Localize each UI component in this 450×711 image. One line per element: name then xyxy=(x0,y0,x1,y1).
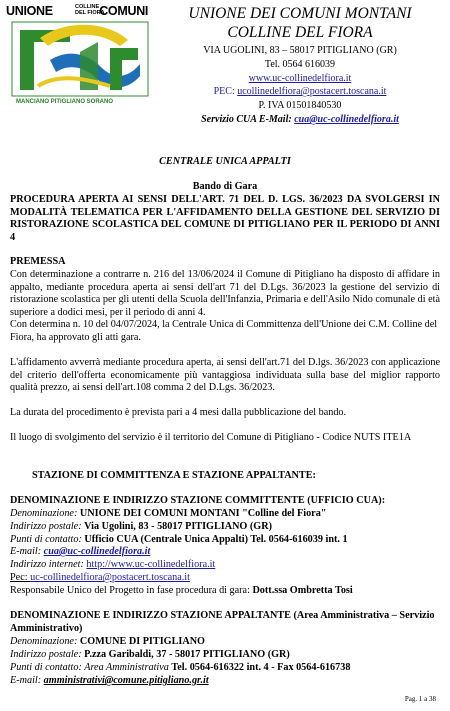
s2-contact-label: Punti di contatto: xyxy=(10,662,85,673)
s1-internet xyxy=(10,559,440,572)
logo-mid-line2: DEL FIORA xyxy=(75,9,105,16)
logo-subtitle: MANCIANO PITIGLIANO SORANO xyxy=(16,99,113,105)
s1-contact-value: Ufficio CUA (Centrale Unica Appalti) Tel. 0564-616039 int. 1 xyxy=(84,534,348,545)
s2-denom-value: COMUNE DI PITIGLIANO xyxy=(79,636,205,647)
s2-address xyxy=(10,649,440,662)
pec-label: PEC: xyxy=(213,86,238,97)
s1-contact-label: Punti di contatto: xyxy=(10,534,85,545)
union-logo xyxy=(6,2,156,108)
s2-email xyxy=(10,675,440,688)
bando-title: Bando di Gara xyxy=(192,181,258,192)
s1-denom-value: UNIONE DEI COMUNI MONTANI "Colline del Fiora" xyxy=(79,508,327,519)
s2-email-label: E-mail: xyxy=(10,675,44,686)
pec-link[interactable]: ucollinedelfiora@postacert.toscana.it xyxy=(237,86,387,97)
s2-denom-label: Denominazione: xyxy=(10,636,80,647)
s1-internet-link[interactable]: http://www.uc-collinedelfiora.it xyxy=(86,559,216,570)
s1-title: DENOMINAZIONE E INDIRIZZO STAZIONE COMMITTENTE (UFFICIO CUA): xyxy=(10,495,386,506)
affidamento-paragraph: L'affidamento avverrà mediante procedura aperta, ai sensi dell'art.71 del D.lgs. 36/2023 con applicazione del criterio dell'offerta economicamente più vantaggiosa individuata sulla base del miglior rapporto qualità prezzo, ai sensi dell'art.108 comma 2 del D.Lgs. 36/2023. xyxy=(10,357,440,394)
org-email xyxy=(165,113,435,126)
org-tel: Tel. 0564 616039 xyxy=(264,59,336,70)
s2-denom xyxy=(10,636,440,649)
logo-mid-text xyxy=(75,5,105,16)
s1-denom xyxy=(10,508,440,521)
s2-title: DENOMINAZIONE E INDIRIZZO STAZIONE APPALTANTE (Area Amministrativa – Servizio Amministrativo) xyxy=(10,610,435,634)
premessa-heading: PREMESSA xyxy=(10,256,66,267)
section-title: CENTRALE UNICA APPALTI xyxy=(159,156,291,167)
org-address: VIA UGOLINI, 83 – 58017 PITIGLIANO (GR) xyxy=(203,45,397,56)
procedure-title: PROCEDURA APERTA AI SENSI DELL'ART. 71 DEL D. LGS. 36/2023 DA SVOLGERSI IN MODALITÀ TELEMATICA PER L'AFFIDAMENTO DELLA GESTIONE DEL SERVIZIO DI RISTORAZIONE SCOLASTICA DEL COMUNE DI PITIGLIANO PER IL PERIODO DI ANNI 4 xyxy=(10,194,440,243)
s1-address-label: Indirizzo postale: xyxy=(10,521,85,532)
website-link[interactable]: www.uc-collinedelfiora.it xyxy=(248,73,352,84)
stazione-heading: STAZIONE DI COMMITTENZA E STAZIONE APPALTANTE: xyxy=(32,470,316,481)
s1-denom-label: Denominazione: xyxy=(10,508,80,519)
s1-email-link[interactable]: cua@uc-collinedelfiora.it xyxy=(43,546,151,557)
s2-contact-area: Area Amministrativa xyxy=(84,662,172,673)
s1-internet-label: Indirizzo internet: xyxy=(10,559,87,570)
s2-contact-tel: Tel. 0564-616322 int. 4 - Fax 0564-616738 xyxy=(171,662,351,673)
logo-word-right: COMUNI xyxy=(99,4,149,18)
premessa-paragraph: Con determinazione a contrarre n. 216 del 13/06/2024 il Comune di Pitigliano ha disposto di affidare in appalto, mediante procedura aperta ai sensi dell'art 71 del D.Lgs. 36/2023 la gestione del servizio di ristorazione scolastica per gli utenti della Scuola dell'Infanzia, Primaria e dell'Asilo Nido comunale di età superiore a dodici mesi, per il periodo di anni 4. xyxy=(10,269,440,318)
org-title: UNIONE DEI COMUNI MONTANI xyxy=(188,5,412,22)
s2-address-label: Indirizzo postale: xyxy=(10,649,85,660)
org-subtitle: COLLINE DEL FIORA xyxy=(227,24,373,41)
s1-resp-value: Dott.ssa Ombretta Tosi xyxy=(252,585,353,596)
logo-graphic-icon xyxy=(10,20,150,98)
s1-address xyxy=(10,521,440,534)
s1-contact xyxy=(10,534,440,547)
logo-mid-line1: COLLINE xyxy=(75,4,100,10)
s2-contact xyxy=(10,662,440,675)
email-link[interactable]: cua@uc-collinedelfiora.it xyxy=(294,114,399,125)
page-number: Pag. 1 a 38 xyxy=(404,695,436,703)
s1-address-value: Via Ugolini, 83 - 58017 PITIGLIANO (GR) xyxy=(84,521,272,532)
org-website[interactable] xyxy=(165,72,435,85)
s1-pec-label: Pec: xyxy=(10,572,31,583)
org-piva: P. IVA 01501840530 xyxy=(258,100,342,111)
s1-pec xyxy=(10,572,440,585)
logo-word-left: UNIONE xyxy=(6,4,53,18)
org-pec xyxy=(165,85,435,98)
s2-email-link[interactable]: amministrativi@comune.pitigliano.gr.it xyxy=(43,675,209,686)
s1-pec-link[interactable]: uc-collinedelfiora@postacert.toscana.it xyxy=(30,572,190,583)
email-label: Servizio CUA E-Mail: xyxy=(201,114,295,125)
s2-address-value: P.zza Garibaldi, 37 - 58017 PITIGLIANO (GR) xyxy=(84,649,290,660)
luogo-paragraph: Il luogo di svolgimento del servizio è il territorio del Comune di Pitigliano - Codice NUTS ITE1A xyxy=(10,432,412,443)
durata-paragraph: La durata del procedimento è prevista pari a 4 mesi dalla pubblicazione del bando. xyxy=(10,407,347,418)
s1-resp-label: Responsabile Unico del Progetto in fase procedura di gara: xyxy=(10,585,253,596)
determina-paragraph: Con determina n. 10 del 04/07/2024, la Centrale Unica di Committenza dell'Unione dei C.M. Colline del Fiora, ha approvato gli atti gara. xyxy=(10,319,438,343)
s1-email xyxy=(10,546,440,559)
s1-email-label: E-mail: xyxy=(10,546,44,557)
s1-responsabile xyxy=(10,585,440,598)
